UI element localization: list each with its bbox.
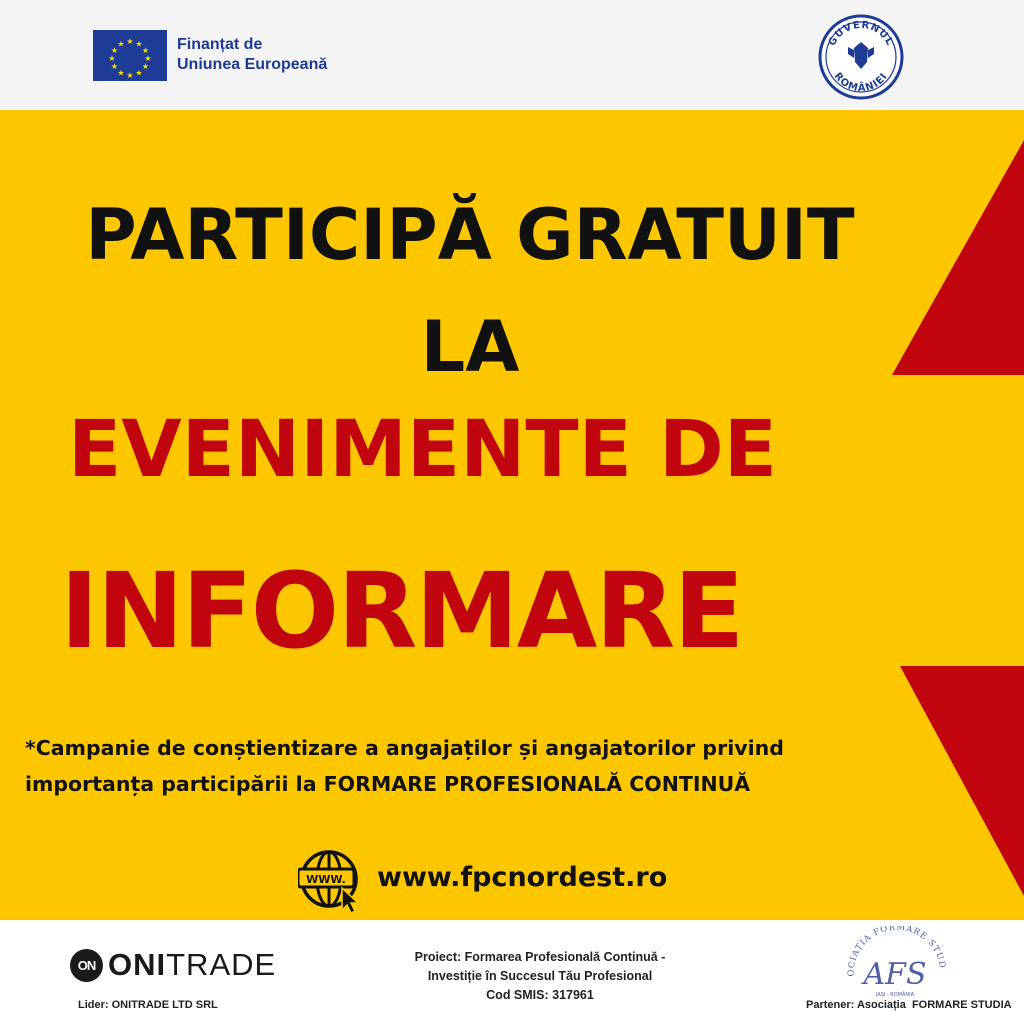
onitrade-logo-word-rest: TRADE: [166, 947, 277, 982]
svg-text:★: ★: [141, 46, 150, 55]
eu-funding-label: [177, 35, 327, 75]
svg-text:★: ★: [144, 54, 152, 63]
svg-text:★: ★: [117, 39, 125, 49]
onitrade-logo-mark-text: ON: [77, 957, 96, 973]
svg-text:★: ★: [141, 62, 150, 71]
svg-text:★: ★: [117, 68, 125, 78]
campaign-note: [25, 730, 905, 802]
afs-logo: [840, 926, 950, 1006]
eu-funding-line2: Uniunea Europeană: [177, 56, 328, 73]
svg-text:★: ★: [110, 46, 119, 55]
red-triangle-bottom: [900, 666, 1024, 896]
globe-www-icon: [298, 848, 364, 914]
svg-text:ROMÂNIEI: ROMÂNIEI: [831, 70, 891, 95]
partner-label: Partener: Asociația FORMARE STUDIA: [806, 999, 1012, 1011]
headline-line2: LA: [420, 306, 520, 388]
onitrade-logo-mark: [70, 949, 103, 982]
onitrade-logo-word-bold: ONI: [108, 947, 167, 982]
svg-text:★: ★: [135, 39, 143, 49]
svg-text:★: ★: [110, 62, 119, 71]
project-line1: Proiect: Formarea Profesională Continuă -: [414, 950, 666, 964]
onitrade-logo: [70, 948, 276, 982]
guvernul-romaniei-seal-icon: [818, 14, 904, 100]
svg-text:GUVERNUL: GUVERNUL: [826, 19, 896, 48]
svg-text:★: ★: [126, 37, 134, 46]
svg-text:★: ★: [135, 68, 143, 78]
header-bar: [0, 0, 1024, 110]
project-line3: Cod SMIS: 317961: [486, 988, 594, 1002]
campaign-note-line2: importanța participării la FORMARE PROFESIONALĂ CONTINUĂ: [25, 772, 751, 796]
headline-line1: PARTICIPĂ GRATUIT: [85, 194, 855, 276]
headline-line3: EVENIMENTE DE: [68, 405, 778, 495]
eu-flag-icon: [93, 30, 167, 81]
onitrade-logo-word: [108, 947, 276, 983]
eu-funding-line1: Finanțat de: [177, 36, 263, 53]
svg-text:★: ★: [108, 54, 116, 63]
svg-text:ASOCIAȚIA FORMARE STUDIA: OCIAȚIA FORMARE STUD: [846, 926, 948, 977]
svg-text:IAȘI · ROMÂNIA: IAȘI · ROMÂNIA: [875, 992, 915, 998]
project-info: [380, 948, 700, 1005]
headline-line4: INFORMARE: [60, 550, 743, 672]
poster-panel: [0, 110, 1024, 920]
project-line2: Investiție în Succesul Tău Profesional: [427, 969, 653, 983]
svg-text:★: ★: [126, 71, 134, 80]
svg-text:WWW.: WWW.: [306, 873, 346, 886]
footer-bar: [0, 920, 1024, 1024]
leader-label: Lider: ONITRADE LTD SRL: [78, 999, 218, 1011]
campaign-note-line1: *Campanie de conștientizare a angajaților și angajatorilor privind: [25, 736, 784, 760]
svg-text:AFS: AFS: [863, 957, 927, 992]
website-link[interactable]: www.fpcnordest.ro: [377, 862, 668, 893]
